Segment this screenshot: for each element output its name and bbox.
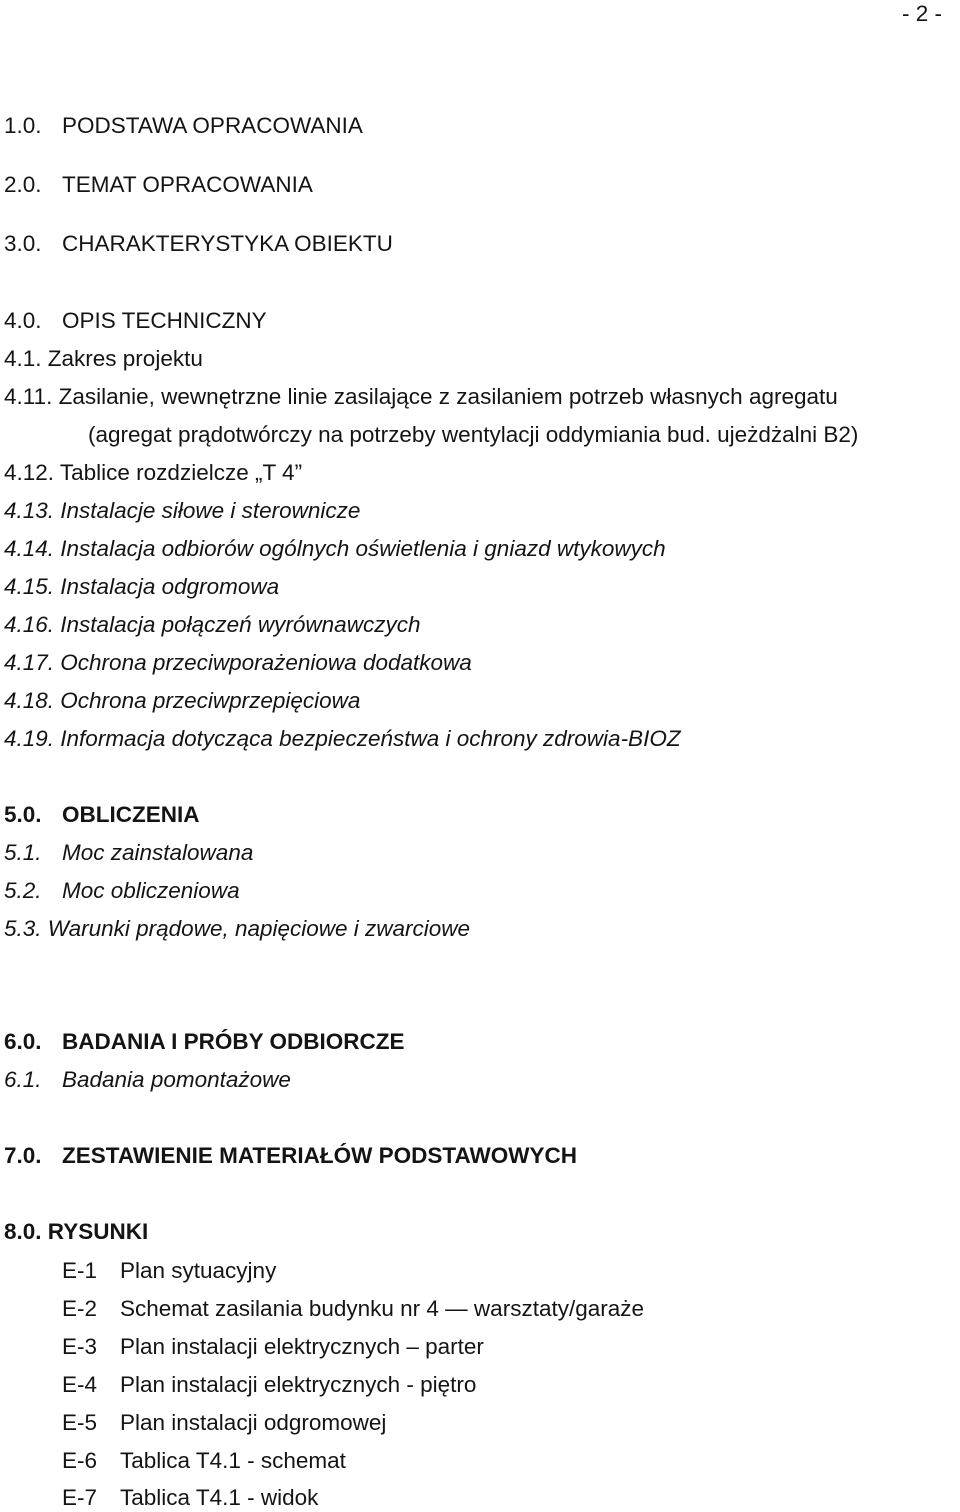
toc-title: Badania pomontażowe bbox=[62, 1067, 291, 1092]
toc-section-7 bbox=[4, 1142, 577, 1170]
toc-item-4-12: 4.12. Tablice rozdzielcze „T 4” bbox=[4, 460, 303, 485]
drawing-code: E-4 bbox=[62, 1372, 98, 1397]
toc-section-3 bbox=[4, 230, 393, 258]
drawing-title: Plan instalacji elektrycznych – parter bbox=[120, 1334, 484, 1359]
drawing-code: E-2 bbox=[62, 1296, 98, 1321]
drawing-item bbox=[62, 1333, 484, 1361]
drawing-item bbox=[62, 1371, 476, 1399]
toc-title: TEMAT OPRACOWANIA bbox=[62, 172, 313, 197]
drawing-code: E-6 bbox=[62, 1448, 98, 1473]
toc-number: 8.0. bbox=[4, 1219, 42, 1244]
toc-item-4-1: 4.1. Zakres projektu bbox=[4, 346, 203, 371]
toc-number: 5.1. bbox=[4, 840, 42, 865]
drawing-title: Tablica T4.1 - widok bbox=[120, 1485, 319, 1510]
drawing-code: E-1 bbox=[62, 1258, 98, 1283]
toc-number: 2.0. bbox=[4, 172, 42, 197]
drawing-item bbox=[62, 1257, 276, 1285]
toc-number: 4.0. bbox=[4, 308, 42, 333]
drawing-title: Plan sytuacyjny bbox=[120, 1258, 277, 1283]
toc-number: 6.0. bbox=[4, 1029, 42, 1054]
drawing-item bbox=[62, 1409, 386, 1437]
drawing-title: Tablica T4.1 - schemat bbox=[120, 1448, 346, 1473]
drawing-code: E-5 bbox=[62, 1410, 98, 1435]
toc-item-5-3: 5.3. Warunki prądowe, napięciowe i zwarciowe bbox=[4, 916, 471, 941]
drawing-title: Plan instalacji elektrycznych - piętro bbox=[120, 1372, 477, 1397]
toc-item-4-14: 4.14. Instalacja odbiorów ogólnych oświetlenia i gniazd wtykowych bbox=[4, 536, 666, 561]
toc-text: (agregat prądotwórczy na potrzeby wentylacji oddymiania bud. ujeżdżalni B2) bbox=[88, 422, 859, 447]
toc-item-6-1 bbox=[4, 1066, 291, 1094]
toc-title: OPIS TECHNICZNY bbox=[62, 308, 267, 333]
toc-section-2 bbox=[4, 171, 313, 199]
page-number: - 2 - bbox=[901, 1, 942, 26]
drawing-title: Plan instalacji odgromowej bbox=[120, 1410, 387, 1435]
toc-section-4 bbox=[4, 307, 267, 335]
toc-number: 7.0. bbox=[4, 1143, 42, 1168]
toc-title: BADANIA I PRÓBY ODBIORCZE bbox=[62, 1029, 405, 1054]
drawing-item bbox=[62, 1484, 318, 1512]
toc-title: ZESTAWIENIE MATERIAŁÓW PODSTAWOWYCH bbox=[62, 1143, 577, 1168]
toc-number: 6.1. bbox=[4, 1067, 42, 1092]
toc-number: 5.0. bbox=[4, 802, 42, 827]
toc-number: 5.2. bbox=[4, 878, 42, 903]
toc-item-4-11: 4.11. Zasilanie, wewnętrzne linie zasilające z zasilaniem potrzeb własnych agregatu bbox=[4, 384, 838, 409]
toc-title: Moc zainstalowana bbox=[62, 840, 254, 865]
drawing-code: E-3 bbox=[62, 1334, 98, 1359]
toc-section-1 bbox=[4, 112, 363, 140]
toc-item-4-15: 4.15. Instalacja odgromowa bbox=[4, 574, 280, 599]
toc-number: 3.0. bbox=[4, 231, 42, 256]
toc-title: CHARAKTERYSTYKA OBIEKTU bbox=[62, 231, 393, 256]
toc-section-8 bbox=[4, 1218, 148, 1246]
toc-item-5-2 bbox=[4, 877, 240, 905]
toc-item-4-16: 4.16. Instalacja połączeń wyrównawczych bbox=[4, 612, 421, 637]
drawing-item bbox=[62, 1447, 346, 1475]
toc-title: OBLICZENIA bbox=[62, 802, 200, 827]
toc-title: PODSTAWA OPRACOWANIA bbox=[62, 113, 363, 138]
toc-item-4-11-continuation bbox=[88, 421, 858, 449]
toc-item-4-13: 4.13. Instalacje siłowe i sterownicze bbox=[4, 498, 361, 523]
toc-title: Moc obliczeniowa bbox=[62, 878, 240, 903]
toc-section-6 bbox=[4, 1028, 405, 1056]
toc-item-4-19: 4.19. Informacja dotycząca bezpieczeństwa i ochrony zdrowia-BIOZ bbox=[4, 726, 681, 751]
drawing-title: Schemat zasilania budynku nr 4 — warsztaty/garaże bbox=[120, 1296, 645, 1321]
toc-item-4-18: 4.18. Ochrona przeciwprzepięciowa bbox=[4, 688, 361, 713]
toc-section-5 bbox=[4, 801, 200, 829]
toc-title: RYSUNKI bbox=[47, 1219, 149, 1244]
drawing-code: E-7 bbox=[62, 1485, 98, 1510]
toc-item-5-1 bbox=[4, 839, 253, 867]
toc-number: 1.0. bbox=[4, 113, 42, 138]
drawing-item bbox=[62, 1295, 644, 1323]
toc-item-4-17: 4.17. Ochrona przeciwporażeniowa dodatkowa bbox=[4, 650, 472, 675]
